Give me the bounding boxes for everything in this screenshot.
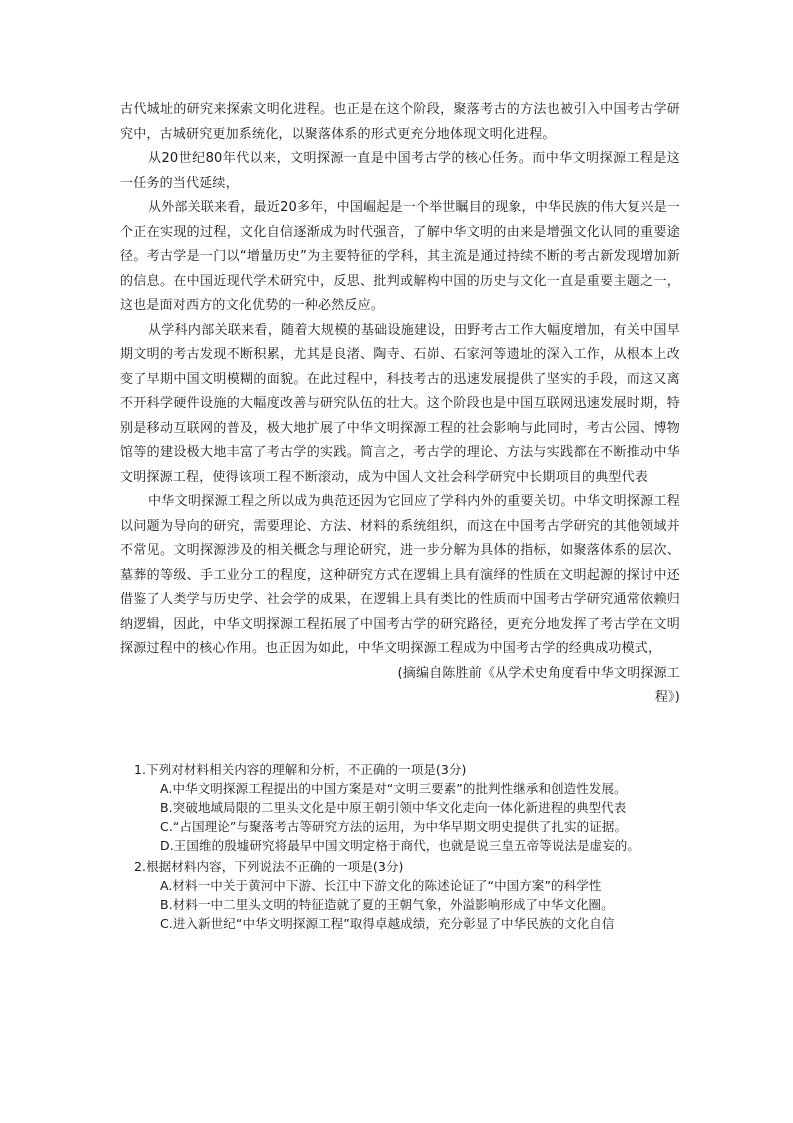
paragraph: 从学科内部关联来看，随着大规模的基础设施建设，田野考古工作大幅度增加，有关中国早期文明的考古发现不断积累，尤其是良渚、陶寺、石峁、石家河等遗址的深入工作，从根本上改变了早期中国文明模糊的面貌。在此过程中，科技考古的迅速发展提供了坚实的手段，而这又离不开科学硬件设施的大幅度改善与研究队伍的壮大。这个阶段也是中国互联网迅速发展时期，特别是移动互联网的普及，极大地扩展了中华文明探源工程的社会影响与此同时，考古公园、博物馆等的建设极大地丰富了考古学的实践。简言之，考古学的理论、方法与实践都在不断推动中华文明探源工程，使得该项工程不断滚动，成为中国人文社会科学研究中长期项目的典型代表 bbox=[120, 322, 680, 485]
paragraph: 中华文明探源工程之所以成为典范还因为它回应了学科内外的重要关切。中华文明探源工程以问题为导向的研究，需要理论、方法、材料的系统组织，而这在中国考古学研究的其他领域并不常见。文明探源涉及的相关概念与理论研究，进一步分解为具体的指标，如聚落体系的层次、墓葬的等级、手工业分工的程度，这种研究方式在逻辑上具有演绎的性质在文明起源的探讨中还借鉴了人类学与历史学、社会学的成果，在逻辑上具有类比的性质而中国考古学研究通常依赖归纳逻辑，因此，中华文明探源工程拓展了中国考古学的研究路径，更充分地发挥了考古学在文明探源过程中的核心作用。也正因为如此，中华文明探源工程成为中国考古学的经典成功模式， bbox=[120, 494, 680, 656]
source-citation: (摘编自陈胜前《从学术史角度看中华文明探源工程》) bbox=[397, 665, 680, 705]
paragraph: 从外部关联来看，最近20多年，中国崛起是一个举世瞩目的现象，中华民族的伟大复兴是一个正在实现的过程，文化自信逐渐成为时代强音，了解中华文明的由来是增强文化认同的重要途径。考古学是一门以“增量历史”为主要特征的学科，其主流是通过持续不断的考古新发现增加新的信息。在中国近现代学术研究中，反思、批判或解构中国的历史与文化一直是重要主题之一，这也是面对西方的文化优势的一种必然反应。 bbox=[120, 200, 680, 313]
question-stem: 1.下列对材料相关内容的理解和分析，不正确的一项是(3分) bbox=[134, 762, 467, 777]
option-a: A.材料一中关于黄河中下游、长江中下游文化的陈述论证了“中国方案”的科学性 bbox=[160, 878, 602, 893]
question-stem: 2.根据材料内容，下列说法不正确的一项是(3分) bbox=[134, 859, 404, 874]
paragraph: 从20世纪80年代以来，文明探源一直是中国考古学的核心任务。而中华文明探源工程是这一任务的当代延续， bbox=[120, 151, 680, 191]
question-1 bbox=[134, 760, 682, 855]
question-2 bbox=[134, 857, 682, 933]
option-b: B.突破地域局限的二里头文化是中原王朝引领中华文化走向一体化新进程的典型代表 bbox=[160, 800, 627, 815]
option-b: B.材料一中二里头文明的特征造就了夏的王朝气象，外溢影响形成了中华文化圈。 bbox=[160, 897, 614, 912]
paragraph: 古代城址的研究来探索文明化进程。也正是在这个阶段，聚落考古的方法也被引入中国考古学研究中，古城研究更加系统化，以聚落体系的形式更充分地体现文明化进程。 bbox=[120, 102, 680, 142]
option-a: A.中华文明探源工程提出的中国方案是对“文明三要素”的批判性继承和创造性发展。 bbox=[160, 781, 627, 796]
question-list bbox=[134, 760, 682, 935]
reading-passage bbox=[120, 98, 680, 711]
option-d: D.王国维的殷墟研究将最早中国文明定格于商代，也就是说三皇五帝等说法是虚妄的。 bbox=[160, 838, 640, 853]
option-c: C.“占国理论”与聚落考古等研究方法的运用，为中华早期文明史提供了扎实的证据。 bbox=[160, 819, 628, 834]
option-c: C.进入新世纪“中华文明探源工程”取得卓越成绩，充分彰显了中华民族的文化自信 bbox=[160, 916, 615, 931]
